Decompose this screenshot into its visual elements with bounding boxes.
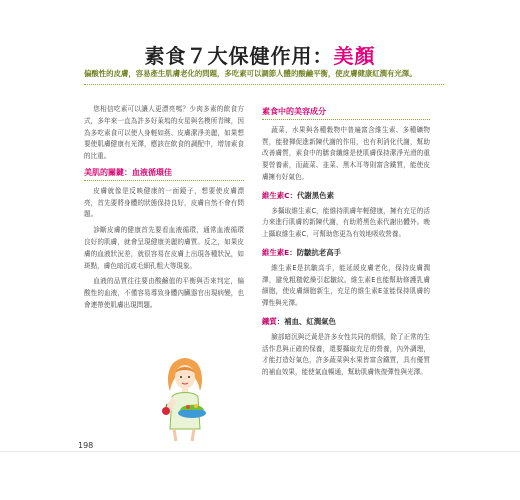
vitamin-c-heading: 維生素C：代謝黑色素 xyxy=(262,190,334,200)
intro-text: 偏酸性的皮膚，容易產生肌膚老化的問題，多吃素可以調節人體的酸鹼平衡，使皮膚健康紅潤有光澤。 xyxy=(84,68,444,85)
vitamin-e-heading: 維生素E：防皺抗老高手 xyxy=(262,247,341,257)
left-section-heading: 美肌的關鍵：血液循環佳 xyxy=(84,167,244,181)
left-paragraph-3: 診斷皮膚的健康首先要看血液循環，通常血液循環良好的肌膚，就會呈現健康美麗的膚質。反之，如果皮膚的血液狀況差，就很容易在皮膚上出現各種狀況，如斑點，膚色暗沉或毛細孔粗大等現象。 xyxy=(84,226,244,270)
right-paragraph-1: 蔬菜，水果與各種穀物中普遍富含維生素、多種礦物質，能發揮促進新陳代謝的作用，也有利消化代謝，幫助改善膚質，素食中的膳食纖維是使肌膚保持潔淨光滑的重要營養素，而蔬菜、韭菜、黑木耳等則富含鐵質，能使皮膚擁有好氣色。 xyxy=(262,125,430,181)
right-column xyxy=(262,104,430,383)
vitamin-c-paragraph: 多攝取維生素C，能維持肌膚年輕健康，擁有充足的活力來進行肌膚的新陳代謝，有助將黑色素代謝出體外。晚上攝取維生素C，可幫助您更為有效地吸收營養。 xyxy=(262,206,430,239)
title-accent: 美顏 xyxy=(333,44,376,68)
iron-heading: 鐵質：補血、紅潤氣色 xyxy=(262,316,336,326)
page-number: 198 xyxy=(78,441,94,450)
footer-divider xyxy=(0,451,520,452)
left-paragraph-1: 您相信吃素可以讓人更漂亮嗎？少肉多素的飲食方式，多年來一直為許多好萊塢的女星與名模所青睞，因為多吃素食可以使人身輕如燕、皮膚潔淨美麗，如果想要使肌膚健康有光澤，應該在飲食的調配中，增加素食的比重。 xyxy=(84,105,244,161)
right-section-heading: 素食中的美容成分 xyxy=(262,106,430,120)
left-column xyxy=(84,104,244,316)
left-paragraph-4: 血液的品質往往要由酸鹼值的平衡與否來判定，偏酸性的血液，不僅容易導致身體內臟器官出現病變，也會連帶使肌膚出現問題。 xyxy=(84,277,244,309)
vitamin-e-paragraph: 維生素E是抗皺高手，能延緩皮膚老化，保持皮膚潤澤，避免粗糙乾燥引起皺紋。維生素E也能幫助修護乳膚細胞，使皮膚細胞新生，充足的維生素E並能保持肌膚的彈性與光澤。 xyxy=(262,263,430,308)
title-main: 素食７大保健作用： xyxy=(144,44,334,68)
iron-paragraph: 臉部暗沉與泛黃是許多女性共同的煩惱，除了正常的生活作息與正確的保養，還要攝取充足的營養，內外調理，才能打造好氣色，許多蔬菜與水果皆富含鐵質，具有優質的補血效果，能使氣血暢通，幫助肌膚恢復彈性與光澤。 xyxy=(262,332,430,377)
page-title xyxy=(0,40,520,69)
woman-with-salad-illustration xyxy=(158,355,218,443)
left-paragraph-2: 皮膚就像是反映健康的一面鏡子，想要使皮膚漂亮，首先要將身體的狀態保持良好，皮膚自然不會有問題。 xyxy=(84,186,244,219)
